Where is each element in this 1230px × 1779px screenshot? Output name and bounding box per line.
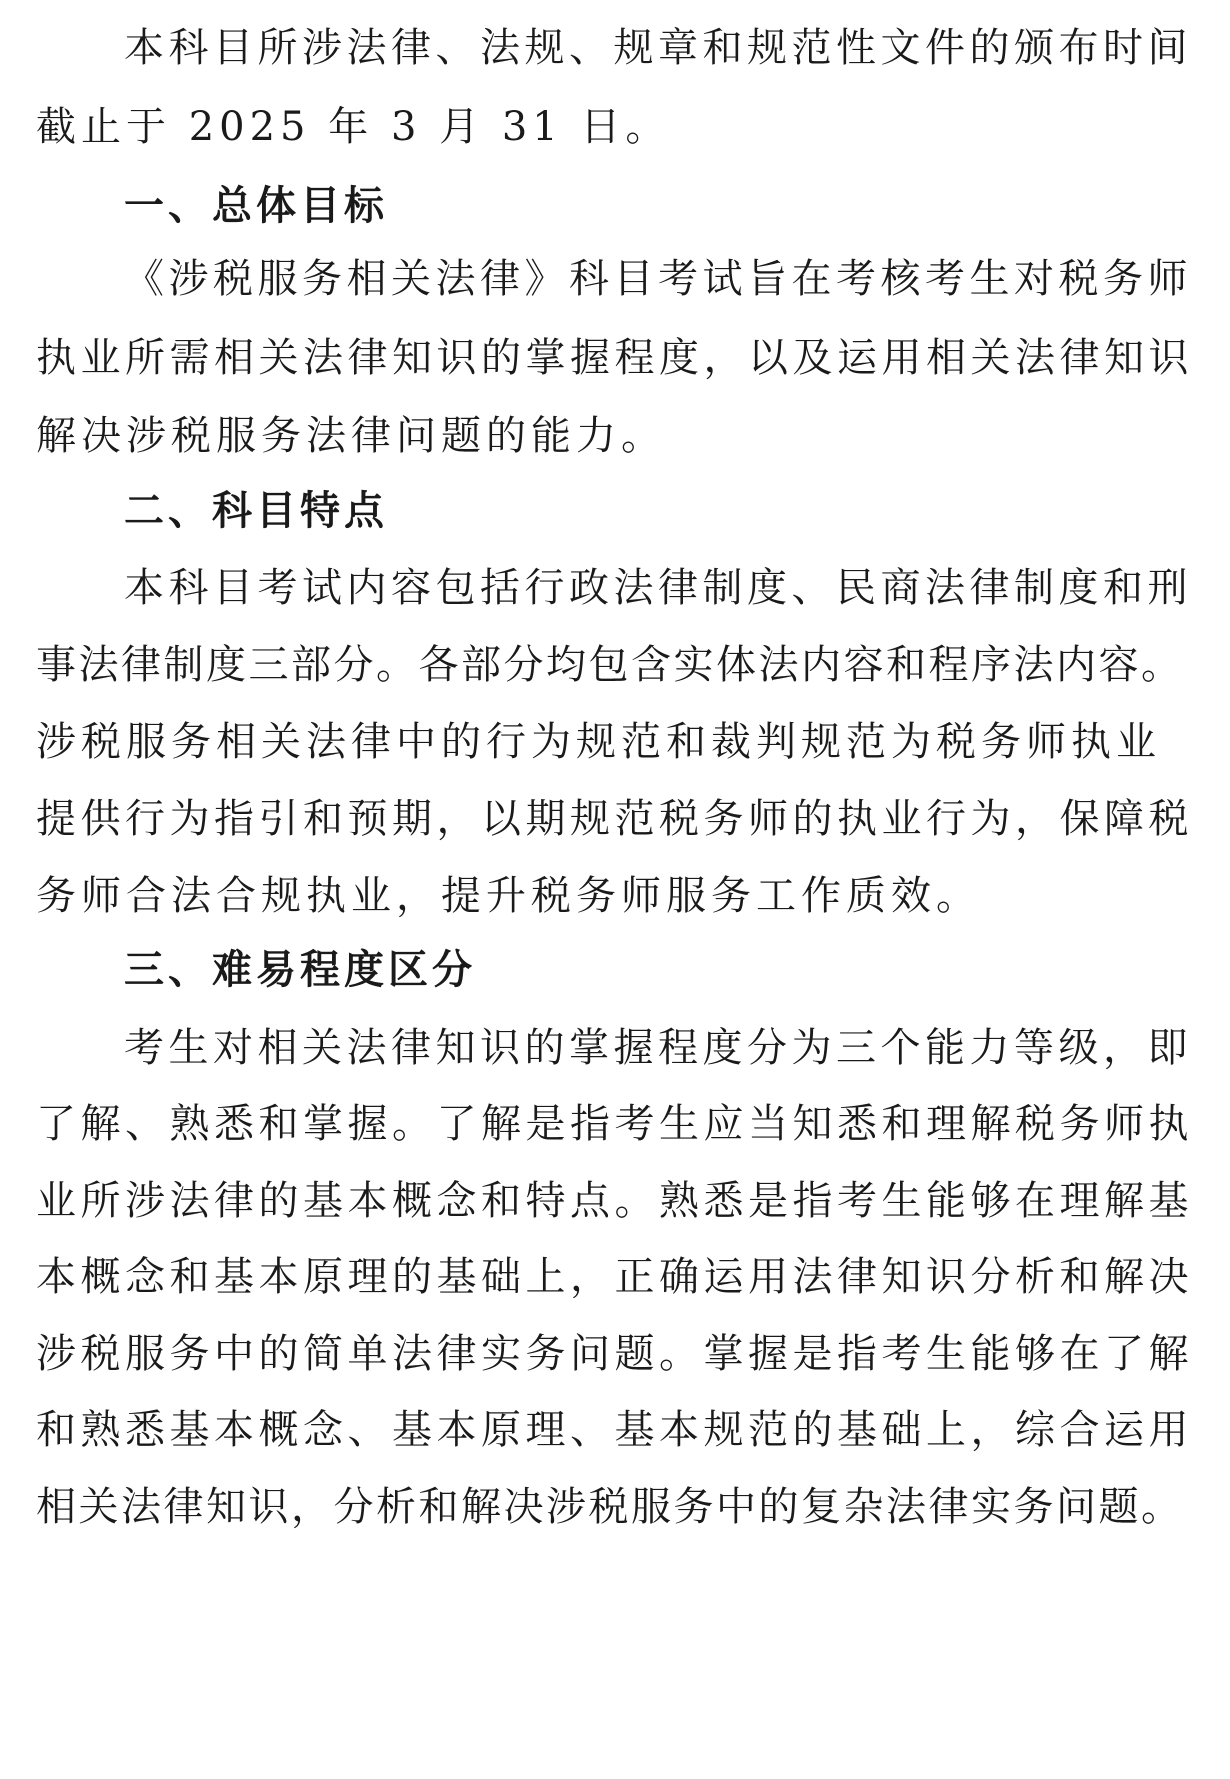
section3-line-5: 涉税服务中的简单法律实务问题。掌握是指考生能够在了解 bbox=[36, 1331, 1193, 1377]
section3-line-4: 本概念和基本原理的基础上，正确运用法律知识分析和解决 bbox=[36, 1254, 1193, 1300]
section3-line-3: 业所涉法律的基本概念和特点。熟悉是指考生能够在理解基 bbox=[36, 1178, 1193, 1224]
section1-line-1: 《涉税服务相关法律》科目考试旨在考核考生对税务师 bbox=[124, 256, 1192, 302]
intro-line-1: 本科目所涉法律、法规、规章和规范性文件的颁布时间 bbox=[124, 25, 1192, 71]
section-heading-overall-goal: 一、总体目标 bbox=[124, 183, 388, 229]
section3-line-1: 考生对相关法律知识的掌握程度分为三个能力等级，即 bbox=[124, 1025, 1192, 1071]
section1-line-2: 执业所需相关法律知识的掌握程度，以及运用相关法律知识 bbox=[36, 335, 1193, 381]
section3-line-7: 相关法律知识，分析和解决涉税服务中的复杂法律实务问题。 bbox=[36, 1484, 1184, 1530]
section2-line-2: 事法律制度三部分。各部分均包含实体法内容和程序法内容。 bbox=[36, 642, 1184, 688]
section1-line-3: 解决涉税服务法律问题的能力。 bbox=[36, 413, 666, 459]
section3-line-6: 和熟悉基本概念、基本原理、基本规范的基础上，综合运用 bbox=[36, 1407, 1193, 1453]
intro-line-2: 截止于 2025 年 3 月 31 日。 bbox=[36, 104, 671, 150]
section2-line-4: 提供行为指引和预期，以期规范税务师的执业行为，保障税 bbox=[36, 796, 1193, 842]
section-heading-subject-features: 二、科目特点 bbox=[124, 488, 388, 534]
document-page bbox=[36, 0, 1196, 1779]
section2-line-1: 本科目考试内容包括行政法律制度、民商法律制度和刑 bbox=[124, 565, 1192, 611]
section2-line-3: 涉税服务相关法律中的行为规范和裁判规范为税务师执业 bbox=[36, 719, 1161, 765]
section-heading-difficulty-levels: 三、难易程度区分 bbox=[124, 947, 476, 993]
section3-line-2: 了解、熟悉和掌握。了解是指考生应当知悉和理解税务师执 bbox=[36, 1101, 1193, 1147]
section2-line-5: 务师合法合规执业，提升税务师服务工作质效。 bbox=[36, 873, 981, 919]
